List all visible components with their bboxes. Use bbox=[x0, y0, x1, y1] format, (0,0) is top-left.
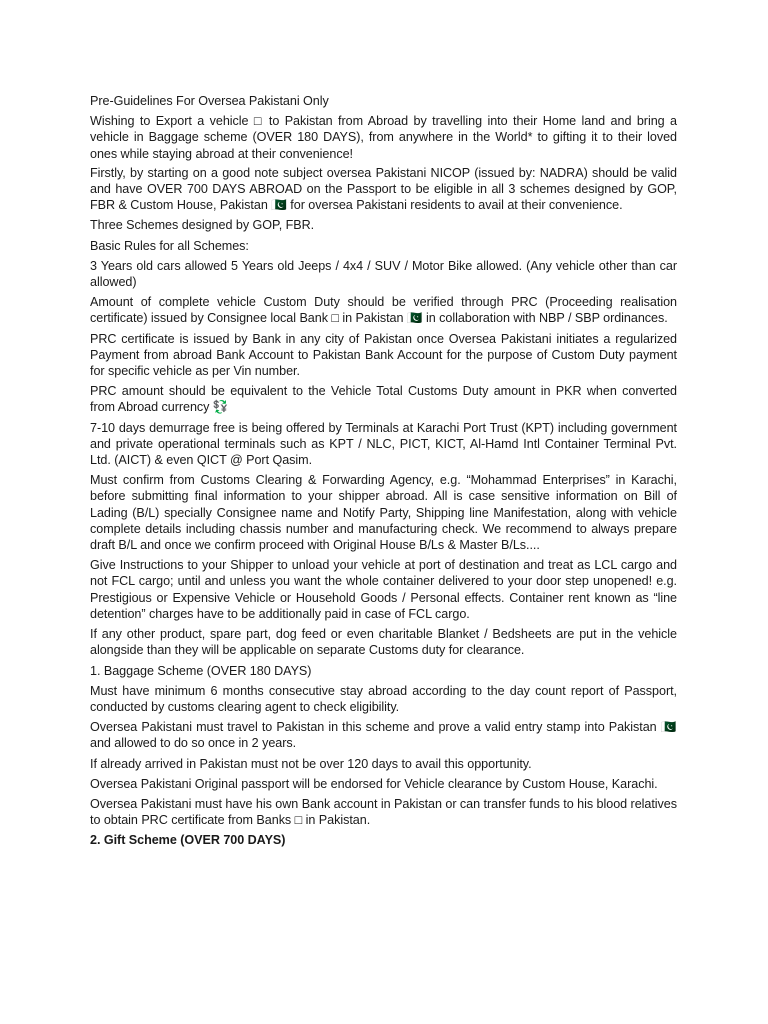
paragraph-other-products: If any other product, spare part, dog feed or even charitable Blanket / Bedsheets are put in the vehicle alongside than they will be applicable on separate Customs duty for clearance. bbox=[90, 627, 677, 658]
paragraph-vehicle-age: 3 Years old cars allowed 5 Years old Jeeps / 4x4 / SUV / Motor Bike allowed. (Any vehicle other than car allowed) bbox=[90, 258, 677, 290]
paragraph-prc-amount: PRC amount should be equivalent to the Vehicle Total Customs Duty amount in PKR when converted from Abroad currency 💱 bbox=[90, 384, 677, 415]
paragraph-custom-duty: Amount of complete vehicle Custom Duty should be verified through PRC (Proceeding realisation certificate) issued by Consignee local Bank □ in Pakistan 🇵🇰 in collaboration with NBP / SBP ordinances. bbox=[90, 295, 677, 326]
heading-baggage-scheme: 1. Baggage Scheme (OVER 180 DAYS) bbox=[90, 663, 312, 678]
paragraph-prc-certificate: PRC certificate is issued by Bank in any city of Pakistan once Oversea Pakistani initiates a regularized Payment from abroad Bank Account to Pakistan Bank Account for the purpose of Custom Duty payment for specific vehicle as per Vin number. bbox=[90, 331, 677, 379]
paragraph-arrival-limit: If already arrived in Pakistan must not be over 120 days to avail this opportunity. bbox=[90, 756, 532, 771]
heading-gift-scheme: 2. Gift Scheme (OVER 700 DAYS) bbox=[90, 833, 286, 848]
paragraph-travel-entry: Oversea Pakistani must travel to Pakistan in this scheme and prove a valid entry stamp into Pakistan 🇵🇰 and allowed to do so once in 2 years. bbox=[90, 720, 677, 751]
paragraph-stay-abroad: Must have minimum 6 months consecutive stay abroad according to the day count report of Passport, conducted by customs clearing agent to check eligibility. bbox=[90, 683, 677, 714]
paragraph-basic-rules: Basic Rules for all Schemes: bbox=[90, 238, 249, 253]
paragraph-three-schemes: Three Schemes designed by GOP, FBR. bbox=[90, 218, 315, 233]
paragraph-passport-endorsement: Oversea Pakistani Original passport will be endorsed for Vehicle clearance by Custom House, Karachi. bbox=[90, 776, 658, 791]
paragraph-intro: Wishing to Export a vehicle □ to Pakistan from Abroad by travelling into their Home land and bring a vehicle in Baggage scheme (OVER 180 DAYS), from anywhere in the World* to gifting it to their loved ones while staying abroad at their convenience! bbox=[90, 114, 677, 161]
paragraph-clearing-agency: Must confirm from Customs Clearing & Forwarding Agency, e.g. “Mohammad Enterprises” in Karachi, before submitting final information to your shipper abroad. All is case sensitive information on Bill of Lading (B/L) specially Consignee name and Notify Party, Shipping line Manifestation, along with vehicle complete details including chassis number and manufacturing check. We recommend to always prepare draft B/L and once we confirm proceed with Original House B/Ls & Master B/Ls.... bbox=[90, 473, 677, 553]
paragraph-nicop: Firstly, by starting on a good note subject oversea Pakistani NICOP (issued by: NADRA) should be valid and have OVER 700 DAYS ABROAD on the Passport to be eligible in all 3 schemes designed by GOP, FBR & Custom House, Pakistan 🇵🇰 for oversea Pakistani residents to avail at their convenience. bbox=[90, 165, 677, 213]
paragraph-bank-account: Oversea Pakistani must have his own Bank account in Pakistan or can transfer funds to his blood relatives to obtain PRC certificate from Banks □ in Pakistan. bbox=[90, 796, 677, 828]
document-page bbox=[90, 93, 677, 853]
document-title: Pre-Guidelines For Oversea Pakistani Only bbox=[90, 94, 329, 108]
paragraph-shipper-instructions: Give Instructions to your Shipper to unload your vehicle at port of destination and treat as LCL cargo and not FCL cargo; until and unless you want the whole container delivered to your door step unopened! e.g. Prestigious or Expensive Vehicle or Household Goods / Personal effects. Container rent known as “line detention” charges have to be additionally paid in case of FCL cargo. bbox=[90, 558, 677, 621]
paragraph-demurrage: 7-10 days demurrage free is being offered by Terminals at Karachi Port Trust (KPT) including government and private operational terminals such as KPT / NLC, PICT, KICT, Al-Hamd Intl Container Terminal Pvt. Ltd. (AICT) & even QICT @ Port Qasim. bbox=[90, 420, 677, 468]
